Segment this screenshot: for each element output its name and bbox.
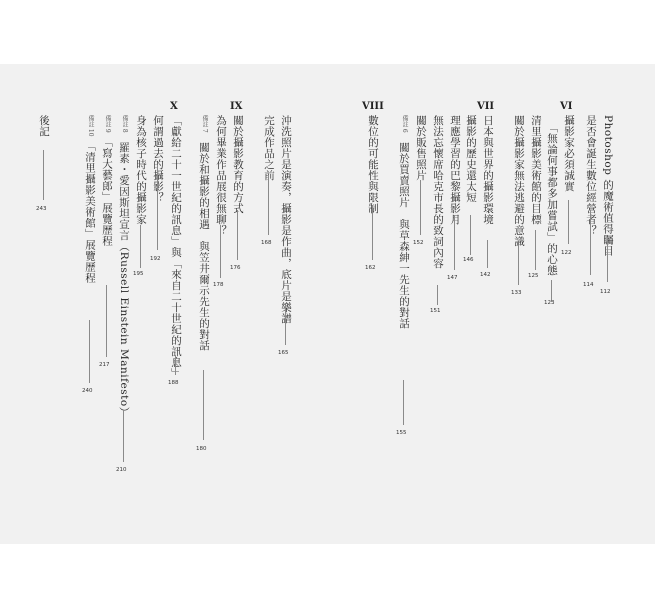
entry-note: 備註 6 bbox=[401, 115, 408, 139]
page-number: 142 bbox=[480, 272, 491, 278]
leader-line bbox=[568, 200, 569, 244]
leader-line bbox=[454, 215, 455, 270]
page-number: 146 bbox=[463, 257, 474, 263]
entry-title: 身為核子時代的攝影家 bbox=[135, 115, 147, 225]
toc-entry[interactable] bbox=[530, 115, 542, 225]
toc-entry[interactable] bbox=[546, 122, 558, 276]
entry-title: 無法忘懷席哈克市長的致詞內容 bbox=[432, 115, 444, 269]
entry-title: 理應學習的巴黎攝影月 bbox=[449, 115, 461, 225]
chapter-numeral: VIII bbox=[362, 101, 384, 112]
page-number: 165 bbox=[278, 350, 289, 356]
toc-entry[interactable] bbox=[449, 115, 461, 225]
leader-line bbox=[437, 285, 438, 305]
chapter-numeral: VII bbox=[477, 101, 495, 112]
entry-title: 後記 bbox=[38, 115, 50, 137]
leader-line bbox=[220, 225, 221, 278]
entry-title: Photoshop 的魔術值得矚目 bbox=[602, 115, 614, 257]
leader-line bbox=[487, 240, 488, 268]
leader-line bbox=[372, 205, 373, 260]
toc-entry[interactable] bbox=[135, 115, 147, 225]
entry-title: 為何畢業作品展很無聊？ bbox=[215, 115, 227, 236]
entry-title: 是否會誕生數位經營者？ bbox=[585, 115, 597, 236]
toc-entry[interactable] bbox=[84, 115, 96, 283]
page-number: 147 bbox=[447, 275, 458, 281]
toc-entry[interactable] bbox=[367, 115, 379, 214]
leader-line bbox=[551, 280, 552, 302]
entry-title: 「清里攝影美術館」展覽歷程 bbox=[84, 145, 96, 284]
page-number: 123 bbox=[544, 300, 555, 306]
toc-entry[interactable] bbox=[398, 115, 410, 329]
leader-line bbox=[203, 370, 204, 440]
toc-entry[interactable] bbox=[280, 115, 292, 324]
entry-title: 攝影家必須誠實 bbox=[563, 115, 575, 192]
page-number: 180 bbox=[196, 446, 207, 452]
chapter-numeral: IX bbox=[230, 101, 243, 112]
entry-title: 完成作品之前 bbox=[263, 115, 275, 181]
entry-title: 沖洗照片是演奏，攝影是作曲，底片是樂譜 bbox=[280, 115, 292, 324]
entry-title: 日本與世界的攝影環境 bbox=[482, 115, 494, 225]
toc-entry[interactable] bbox=[465, 115, 477, 203]
toc-entry[interactable] bbox=[152, 115, 164, 203]
page-number: 114 bbox=[583, 282, 594, 288]
toc-entry[interactable] bbox=[263, 115, 275, 181]
page-number: 210 bbox=[116, 467, 127, 473]
entry-title: 關於販售照片 bbox=[415, 115, 427, 181]
entry-title: 清里攝影美術館的目標 bbox=[530, 115, 542, 225]
entry-title: 關於攝影家無法逃避的意識 bbox=[513, 115, 525, 247]
toc-entry[interactable] bbox=[585, 115, 597, 236]
entry-title: 數位的可能性與限制 bbox=[367, 115, 379, 214]
toc-entry[interactable] bbox=[563, 115, 575, 192]
toc-entry[interactable] bbox=[38, 115, 50, 137]
leader-line bbox=[518, 245, 519, 285]
page-number: 152 bbox=[413, 240, 424, 246]
leader-line bbox=[43, 150, 44, 200]
entry-title: 攝影的歷史還太短 bbox=[465, 115, 477, 203]
entry-title: 關於和攝影的相遇 與笠井爾示先生的對話 bbox=[198, 141, 210, 351]
page-number: 195 bbox=[133, 271, 144, 277]
page-number: 178 bbox=[213, 282, 224, 288]
leader-line bbox=[106, 285, 107, 357]
entry-title: 何謂過去的攝影？ bbox=[152, 115, 164, 203]
entry-title: 關於買賣照片 與草森紳一先生的對話 bbox=[398, 141, 410, 329]
chapter-numeral: X bbox=[170, 101, 178, 112]
toc-entry[interactable] bbox=[118, 115, 130, 418]
page-number: 217 bbox=[99, 362, 110, 368]
leader-line bbox=[123, 410, 124, 462]
leader-line bbox=[89, 320, 90, 383]
entry-title: 關於攝影教育的方式 bbox=[232, 115, 244, 214]
toc-entry[interactable] bbox=[482, 115, 494, 225]
entry-title: 羅素・愛因斯坦宣言（Russell Einstein Manifesto） bbox=[118, 141, 130, 418]
page-number: 176 bbox=[230, 265, 241, 271]
page-number: 155 bbox=[396, 430, 407, 436]
page-number: 168 bbox=[261, 240, 272, 246]
chapter-numeral: VI bbox=[560, 101, 573, 112]
page-number: 133 bbox=[511, 290, 522, 296]
page-number: 240 bbox=[82, 388, 93, 394]
leader-line bbox=[175, 355, 176, 375]
entry-title: 「獻給二十一世紀的訊息」與「來自二十世紀的訊息」 bbox=[170, 115, 182, 379]
page-number: 122 bbox=[561, 250, 572, 256]
toc-entry[interactable] bbox=[513, 115, 525, 247]
page-number: 151 bbox=[430, 308, 441, 314]
page-number: 188 bbox=[168, 380, 179, 386]
toc-entry[interactable] bbox=[198, 115, 210, 351]
leader-line bbox=[470, 215, 471, 255]
page-number: 112 bbox=[600, 289, 611, 295]
entry-note: 備註 7 bbox=[201, 115, 208, 139]
entry-note: 備註 8 bbox=[121, 115, 128, 139]
toc-entry[interactable] bbox=[432, 115, 444, 269]
page-number: 243 bbox=[36, 206, 47, 212]
toc-entry[interactable] bbox=[415, 115, 427, 181]
entry-note: 備註 9 bbox=[104, 115, 111, 139]
entry-title: 「無論何事都多加嘗試」的心態 bbox=[546, 122, 558, 276]
toc-entry[interactable] bbox=[215, 115, 227, 236]
leader-line bbox=[237, 210, 238, 260]
leader-line bbox=[140, 225, 141, 268]
leader-line bbox=[403, 380, 404, 425]
page-number: 125 bbox=[528, 273, 539, 279]
leader-line bbox=[420, 180, 421, 235]
leader-line bbox=[590, 210, 591, 275]
entry-note: 備註 10 bbox=[87, 115, 94, 143]
leader-line bbox=[607, 237, 608, 282]
leader-line bbox=[285, 305, 286, 345]
page-number: 162 bbox=[365, 265, 376, 271]
leader-line bbox=[535, 230, 536, 270]
toc-entry[interactable] bbox=[101, 115, 113, 246]
leader-line bbox=[157, 165, 158, 250]
page-number: 192 bbox=[150, 256, 161, 262]
entry-title: 「寫大藝郎」展覽歷程 bbox=[101, 141, 113, 247]
leader-line bbox=[268, 175, 269, 235]
toc-entry[interactable] bbox=[170, 115, 182, 379]
toc-entry[interactable] bbox=[232, 115, 244, 214]
toc-entry[interactable] bbox=[602, 115, 614, 256]
